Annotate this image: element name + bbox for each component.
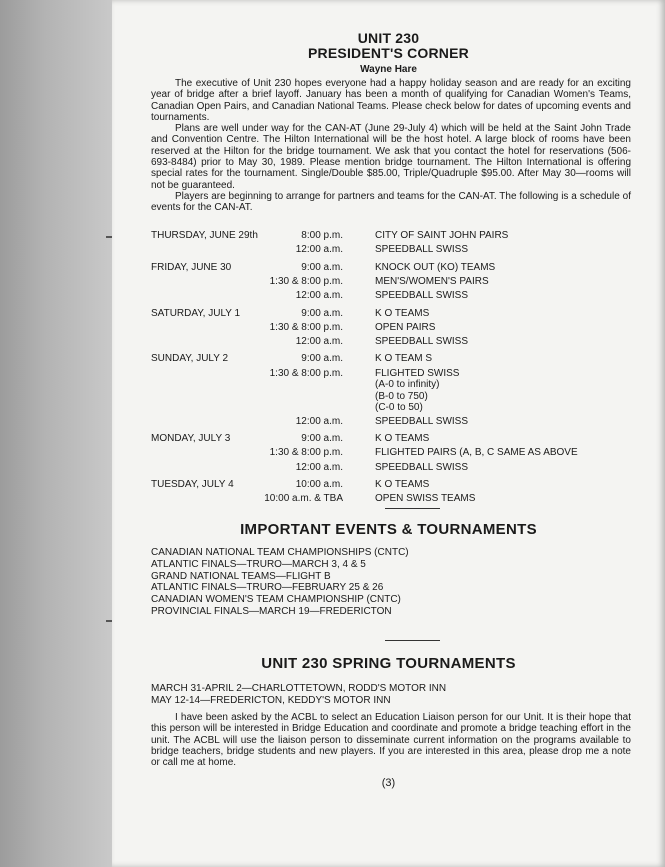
- schedule-time: 8:00 p.m.: [301, 230, 343, 241]
- schedule-event: [375, 353, 432, 365]
- list-item: PROVINCIAL FINALS—MARCH 19—FREDERICTON: [151, 605, 392, 617]
- schedule-row: [151, 493, 631, 505]
- schedule-time: 12:00 a.m.: [295, 290, 343, 302]
- schedule-row: [151, 244, 631, 256]
- schedule-event: [375, 493, 475, 505]
- schedule-event: [375, 308, 429, 320]
- schedule-time: 9:00 a.m.: [301, 261, 343, 273]
- unit-heading: UNIT 230: [357, 30, 420, 46]
- event-line: OPEN SWISS TEAMS: [375, 493, 476, 505]
- event-line: K O TEAM S: [375, 353, 433, 365]
- event-line: K O TEAMS: [375, 307, 430, 319]
- schedule-row: [151, 447, 631, 459]
- intro-text: [151, 78, 631, 214]
- event-line: SPEEDBALL SWISS: [375, 415, 468, 427]
- schedule-event: [375, 433, 429, 445]
- list-item: GRAND NATIONAL TEAMS—FLIGHT B: [151, 570, 331, 582]
- author-name: Wayne Hare: [360, 64, 417, 75]
- intro-paragraph: Plans are well under way for the CAN-AT (June 29-July 4) which will be held at the Saint John Trade and Convention Centre. The Hilton International will be the host hotel. A large block of rooms have been reserved at the Hilton for the bridge tournament. We ask that you contact the hotel for reservations (506-693-8484) prior to May 30, 1989. Please mention bridge tournament. The Hilton International is offering special rates for the tournament. Single/Double $85.00, Triple/Quadruple $95.00. After May 30—rooms will not be guaranteed.: [151, 123, 631, 191]
- list-item: ATLANTIC FINALS—TRURO—FEBRUARY 25 & 26: [151, 582, 384, 594]
- list-item: CANADIAN WOMEN'S TEAM CHAMPIONSHIP (CNTC): [151, 594, 401, 606]
- event-line: FLIGHTED SWISS: [375, 367, 460, 379]
- event-line: CITY OF SAINT JOHN PAIRS: [375, 230, 509, 241]
- punch-mark: [106, 236, 112, 238]
- events-title: IMPORTANT EVENTS & TOURNAMENTS: [240, 521, 537, 538]
- schedule-event: [375, 322, 435, 334]
- schedule-event: [375, 276, 489, 288]
- schedule-time: 12:00 a.m.: [295, 336, 343, 348]
- intro-paragraph: The executive of Unit 230 hopes everyone had a happy holiday season and are ready for an exciting year of bridge after a brief layoff. January has been a month of qualifying for Canadian Women's Teams, Canadian Open Pairs, and Canadian National Teams. Please check below for dates of upcoming events and tournaments.: [151, 78, 631, 123]
- schedule-day: FRIDAY, JUNE 30: [151, 261, 232, 273]
- schedule-row: [151, 367, 631, 414]
- schedule-row: [151, 479, 631, 491]
- schedule-time: 12:00 a.m.: [295, 415, 343, 427]
- schedule-event: [375, 230, 508, 242]
- event-line: SPEEDBALL SWISS: [375, 244, 468, 256]
- event-line: SPEEDBALL SWISS: [375, 461, 468, 473]
- schedule-time: 1:30 & 8:00 p.m.: [269, 367, 343, 379]
- schedule-row: [151, 433, 631, 445]
- schedule-row: [151, 322, 631, 334]
- event-line: FLIGHTED PAIRS (A, B, C SAME AS ABOVE: [375, 447, 578, 459]
- schedule-time: 1:30 & 8:00 p.m.: [269, 275, 343, 287]
- schedule-event: [375, 416, 468, 428]
- event-line: (C-0 to 50): [375, 402, 423, 414]
- liaison-paragraph: I have been asked by the ACBL to select an Education Liaison person for our Unit. It is their hope that this person will be interested in Bridge Education and coordinate and promote a bridge teaching effort in the unit. The ACBL will use the liaison person to disseminate current information on the programs available to bridge teachers, bridge students and new players. If you are interested in this area, please drop me a note or call me at home.: [151, 712, 631, 769]
- list-item: MAY 12-14—FREDERICTON, KEDDY'S MOTOR INN: [151, 694, 391, 706]
- schedule-time: 10:00 a.m. & TBA: [264, 493, 343, 505]
- schedule-event: [375, 244, 468, 256]
- schedule-day: THURSDAY, JUNE 29th: [151, 230, 258, 241]
- events-list: [151, 547, 631, 618]
- schedule-time: 1:30 & 8:00 p.m.: [269, 321, 343, 333]
- event-line: K O TEAMS: [375, 478, 430, 490]
- schedule-row: [151, 336, 631, 348]
- schedule-event: [375, 447, 578, 459]
- event-line: SPEEDBALL SWISS: [375, 336, 468, 348]
- schedule-time: 10:00 a.m.: [295, 478, 343, 490]
- divider: [385, 640, 440, 641]
- event-line: (B-0 to 750): [375, 390, 428, 402]
- schedule-event: [375, 479, 429, 491]
- schedule-event: [375, 368, 459, 414]
- punch-mark: [106, 620, 112, 622]
- schedule-event: [375, 262, 495, 274]
- schedule-event: [375, 290, 468, 302]
- schedule-day: SUNDAY, JULY 2: [151, 353, 229, 365]
- list-item: CANADIAN NATIONAL TEAM CHAMPIONSHIPS (CNTC): [151, 547, 409, 558]
- schedule-time: 12:00 a.m.: [295, 461, 343, 473]
- list-item: ATLANTIC FINALS—TRURO—MARCH 3, 4 & 5: [151, 558, 366, 570]
- event-line: K O TEAMS: [375, 433, 430, 444]
- intro-paragraph: Players are beginning to arrange for partners and teams for the CAN-AT. The following is a schedule of events for the CAN-AT.: [151, 190, 631, 214]
- event-line: SPEEDBALL SWISS: [375, 290, 468, 302]
- schedule-time: 12:00 a.m.: [295, 244, 343, 256]
- schedule-time: 9:00 a.m.: [301, 433, 343, 444]
- spring-list: [151, 683, 631, 707]
- schedule-row: [151, 308, 631, 320]
- schedule-time: 9:00 a.m.: [301, 307, 343, 319]
- event-line: (A-0 to infinity): [375, 379, 440, 391]
- divider: [385, 508, 440, 509]
- schedule-row: [151, 416, 631, 428]
- page-title: PRESIDENT'S CORNER: [308, 45, 469, 61]
- event-line: MEN'S/WOMEN'S PAIRS: [375, 275, 489, 287]
- list-item: MARCH 31-APRIL 2—CHARLOTTETOWN, RODD'S MOTOR INN: [151, 683, 447, 694]
- schedule-event: [375, 336, 468, 348]
- event-line: OPEN PAIRS: [375, 321, 436, 333]
- spring-title: UNIT 230 SPRING TOURNAMENTS: [261, 655, 516, 672]
- schedule-row: [151, 230, 631, 242]
- schedule-event: [375, 462, 468, 474]
- schedule-day: SATURDAY, JULY 1: [151, 307, 241, 319]
- schedule-row: [151, 290, 631, 302]
- book-binding: [0, 0, 112, 867]
- schedule-day: TUESDAY, JULY 4: [151, 478, 234, 490]
- schedule-time: 9:00 a.m.: [301, 353, 343, 365]
- liaison-text: [151, 712, 631, 768]
- schedule-day: MONDAY, JULY 3: [151, 433, 231, 444]
- event-line: KNOCK OUT (KO) TEAMS: [375, 261, 496, 273]
- schedule-row: [151, 462, 631, 474]
- page-number: (3): [381, 777, 396, 789]
- document-page: [112, 0, 665, 867]
- schedule-row: [151, 276, 631, 288]
- schedule-row: [151, 262, 631, 274]
- schedule-row: [151, 353, 631, 365]
- schedule-time: 1:30 & 8:00 p.m.: [269, 447, 343, 459]
